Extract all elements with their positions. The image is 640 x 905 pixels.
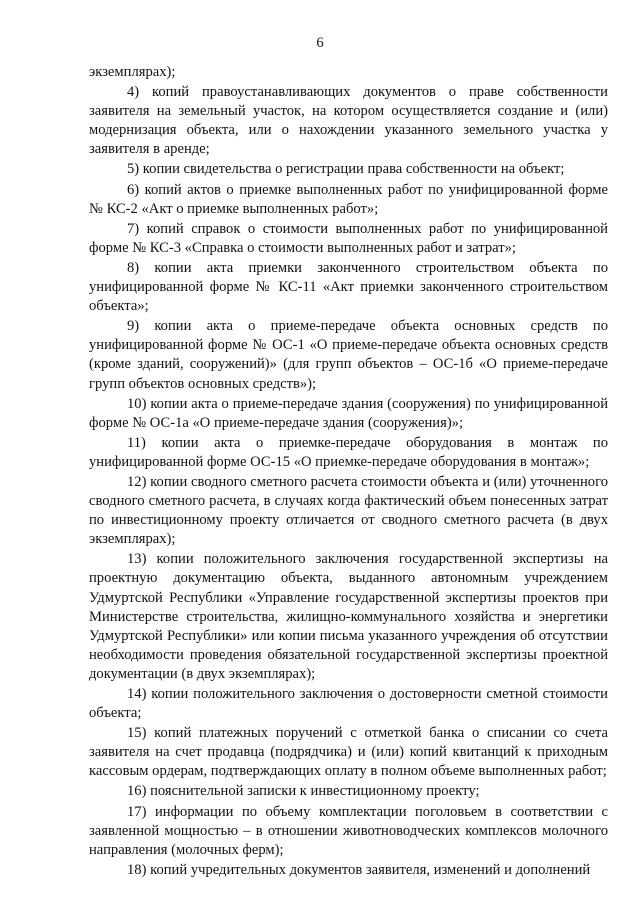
paragraph: 18) копий учредительных документов заявителя, изменений и дополнений (127, 861, 591, 878)
paragraph: 5) копии свидетельства о регистрации права собственности на объект; (127, 161, 565, 178)
paragraph: 15) копий платежных поручений с отметкой банка о списании со счета заявителя на счет продавца (подрядчика) и (или) копий квитанций к приходным кассовым ордерам, подтверждающих оплату в полном объеме выполненных работ; (89, 725, 608, 780)
paragraph: 17) информации по объему комплектации поголовьем в соответствии с заявленной мощностью – в отношении животноводческих комплексов молочного направления (молочных ферм); (89, 803, 608, 858)
paragraph: 10) копии акта о приеме-передаче здания (сооружения) по унифицированной форме № ОС-1а «О приеме-передаче здания (сооружения)»; (89, 395, 608, 431)
paragraph: 8) копии акта приемки законченного строительством объекта по унифицированной форме № КС-11 «Акт приемки законченного строительством объекта»; (89, 259, 608, 315)
paragraph: 14) копии положительного заключения о достоверности сметной стоимости объекта; (89, 686, 608, 722)
paragraph: 12) копии сводного сметного расчета стоимости объекта и (или) уточненного сводного сметного расчета, в случаях когда фактический объем понесенных затрат по инвестиционному проекту отличается от сводного сметного расчета (в двух экземплярах); (89, 473, 608, 548)
page-number: 6 (316, 35, 324, 51)
document-body (89, 63, 608, 881)
paragraph: экземплярах); (89, 64, 176, 80)
paragraph: 16) пояснительной записки к инвестиционному проекту; (127, 783, 480, 800)
paragraph: 11) копии акта о приемке-передаче оборудования в монтаж по унифицированной форме ОС-15 «О приемке-передаче оборудования в монтаж»; (89, 434, 608, 470)
paragraph: 9) копии акта о приеме-передаче объекта основных средств по унифицированной форме № ОС-1 «О приеме-передаче объекта основных средств (кроме зданий, сооружений)» (для групп объектов – ОС-1б «О приеме-передаче групп объектов основных средств»); (89, 318, 608, 392)
paragraph: 7) копий справок о стоимости выполненных работ по унифицированной форме № КС-3 «Справка о стоимости выполненных работ и затрат»; (89, 220, 608, 256)
paragraph: 13) копии положительного заключения государственной экспертизы на проектную документацию объекта, выданного автономным учреждением Удмуртской Республики «Управление государственной экспертизы проектов при Министерстве строительства, жилищно-коммунального хозяйства и энергетики Удмуртской Республики» или копии письма указанного учреждения об отсутствии необходимости проведения обязательной государственной экспертизы проектной документации (в двух экземплярах); (89, 551, 608, 682)
paragraph: 4) копий правоустанавливающих документов о праве собственности заявителя на земельный участок, на котором осуществляется создание и (или) модернизация объекта, или о нахождении указанного земельного участка у заявителя в аренде; (89, 84, 608, 158)
paragraph: 6) копий актов о приемке выполненных работ по унифицированной форме № КС-2 «Акт о приемке выполненных работ»; (89, 181, 608, 217)
